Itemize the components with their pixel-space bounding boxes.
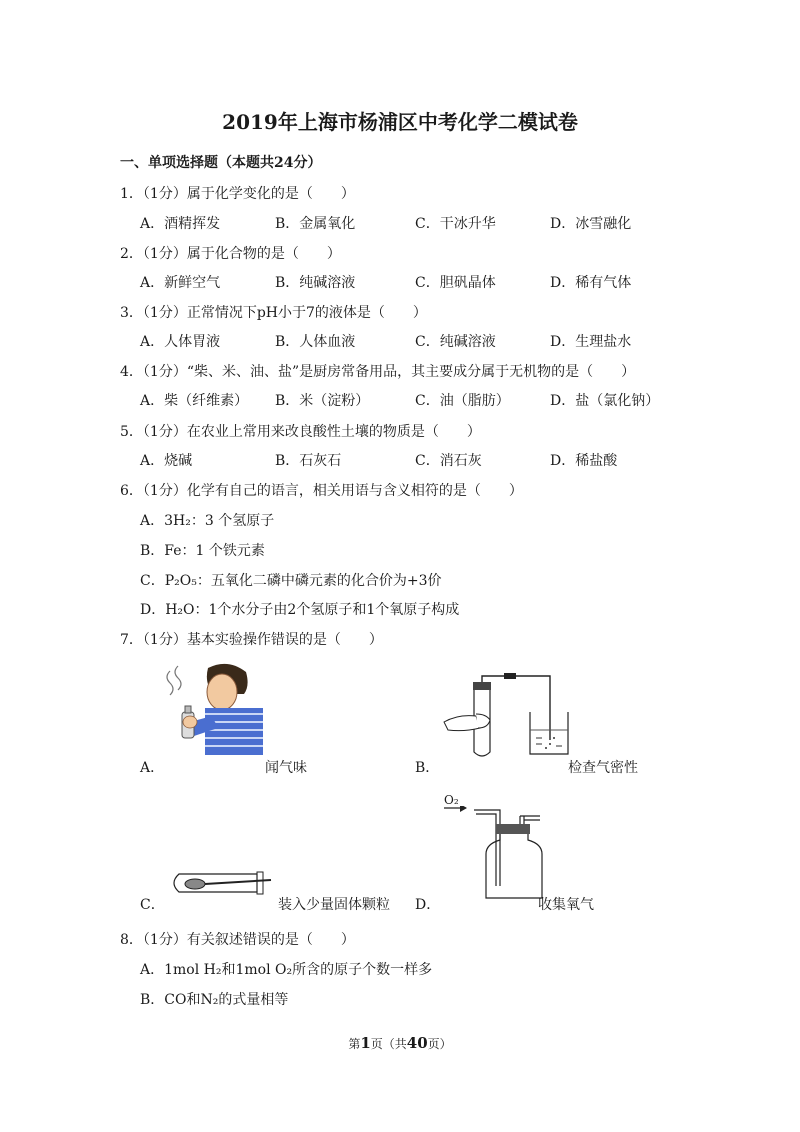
question-4-stem: 4．（1分）“柴、米、油、盐”是厨房常备用品，其主要成分属于无机物的是（ ） [120, 364, 636, 380]
footer-total-pages: 40 [406, 1034, 428, 1052]
question-4-option-c: C．油（脂肪） [415, 393, 510, 409]
question-7-stem: 7．（1分）基本实验操作错误的是（ ） [120, 632, 383, 648]
question-3-stem: 3．（1分）正常情况下pH小于7的液体是（ ） [120, 305, 427, 321]
question-8-stem: 8．（1分）有关叙述错误的是（ ） [120, 932, 355, 948]
question-7-option-c: C． [140, 897, 165, 913]
smell-figure [160, 660, 265, 755]
footer-mid: 页（共 [370, 1037, 407, 1051]
question-8-option-b: B．CO和N₂的式量相等 [140, 992, 289, 1008]
question-1-option-a: A．酒精挥发 [140, 216, 221, 232]
footer-page-number: 1 [360, 1034, 371, 1052]
airtightness-figure [440, 668, 570, 760]
footer-suffix: 页） [427, 1037, 452, 1051]
smell-caption: 闻气味 [265, 760, 307, 776]
section-heading: 一、单项选择题（本题共24分） [120, 155, 322, 171]
question-3-option-b: B．人体血液 [275, 334, 356, 350]
gas-collection-figure [440, 806, 550, 900]
page-footer [0, 1034, 800, 1052]
question-7-option-a: A． [140, 760, 165, 776]
question-5-option-a: A．烧碱 [140, 453, 193, 469]
question-2-option-c: C．胆矾晶体 [415, 275, 496, 291]
question-8-option-a: A．1mol H₂和1mol O₂所含的原子个数一样多 [140, 962, 433, 978]
question-4-option-a: A．柴（纤维素） [140, 393, 249, 409]
question-7-option-d: D． [415, 897, 441, 913]
gas-collection-caption: 收集氧气 [538, 897, 594, 913]
question-1-option-d: D．冰雪融化 [550, 216, 632, 232]
question-7-option-b: B． [415, 760, 440, 776]
question-1-option-b: B．金属氧化 [275, 216, 356, 232]
solid-loading-caption: 装入少量固体颗粒 [278, 897, 390, 913]
question-5-option-b: B．石灰石 [275, 453, 342, 469]
question-3-option-c: C．纯碱溶液 [415, 334, 496, 350]
question-3-option-d: D．生理盐水 [550, 334, 632, 350]
question-1-stem: 1．（1分）属于化学变化的是（ ） [120, 186, 355, 202]
question-2-option-d: D．稀有气体 [550, 275, 632, 291]
question-5-stem: 5．（1分）在农业上常用来改良酸性土壤的物质是（ ） [120, 424, 481, 440]
question-2-stem: 2．（1分）属于化合物的是（ ） [120, 246, 341, 262]
question-2-option-a: A．新鲜空气 [140, 275, 221, 291]
question-6-option-c: C．P₂O₅：五氧化二磷中磷元素的化合价为+3价 [140, 573, 442, 589]
o2-label: O₂ [444, 793, 459, 807]
question-2-option-b: B．纯碱溶液 [275, 275, 356, 291]
question-6-option-d: D．H₂O：1个水分子由2个氢原子和1个氧原子构成 [140, 602, 460, 618]
question-5-option-d: D．稀盐酸 [550, 453, 618, 469]
page-title: 2019年上海市杨浦区中考化学二模试卷 [222, 110, 578, 134]
question-6-option-b: B．Fe：1 个铁元素 [140, 543, 265, 559]
solid-loading-figure [165, 868, 275, 898]
question-1-option-c: C．干冰升华 [415, 216, 496, 232]
footer-prefix: 第 [348, 1037, 361, 1051]
question-3-option-a: A．人体胃液 [140, 334, 221, 350]
question-4-option-d: D．盐（氯化钠） [550, 393, 660, 409]
question-6-option-a: A．3H₂：3 个氢原子 [140, 513, 275, 529]
airtightness-caption: 检查气密性 [568, 760, 638, 776]
question-6-stem: 6．（1分）化学有自己的语言，相关用语与含义相符的是（ ） [120, 483, 523, 499]
question-5-option-c: C．消石灰 [415, 453, 482, 469]
question-4-option-b: B．米（淀粉） [275, 393, 370, 409]
